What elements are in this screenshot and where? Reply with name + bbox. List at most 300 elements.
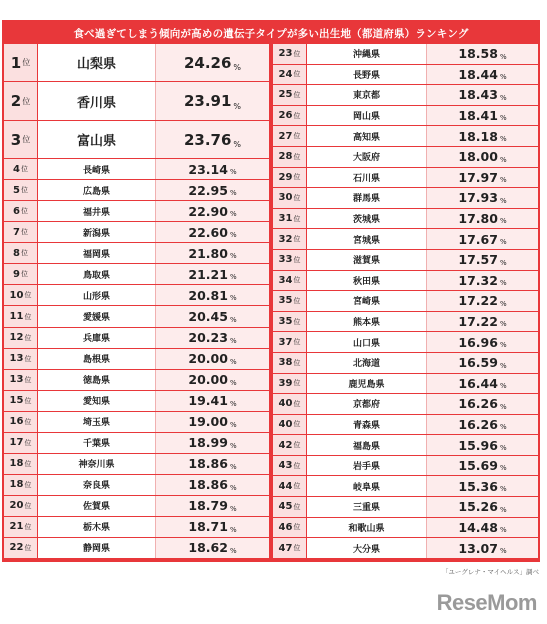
rank-cell bbox=[273, 44, 307, 64]
percent-unit: % bbox=[499, 258, 507, 267]
prefecture-name: 鳥取県 bbox=[38, 264, 156, 284]
percentage-number: 13.07 bbox=[458, 540, 498, 556]
percent-unit: % bbox=[499, 52, 507, 61]
rank-number: 13 bbox=[9, 353, 24, 365]
percent-unit: % bbox=[499, 320, 507, 329]
percentage-value bbox=[156, 433, 269, 453]
rank-cell bbox=[273, 476, 307, 496]
ranking-row bbox=[273, 44, 538, 64]
ranking-row bbox=[273, 147, 538, 167]
ranking-row bbox=[273, 85, 538, 105]
percentage-number: 17.22 bbox=[458, 293, 498, 309]
ranking-row bbox=[273, 229, 538, 249]
percent-unit: % bbox=[499, 279, 507, 288]
rank-suffix: 位 bbox=[293, 173, 301, 182]
rank-cell bbox=[273, 106, 307, 126]
prefecture-name: 長野県 bbox=[307, 65, 427, 85]
percent-unit: % bbox=[499, 546, 507, 555]
percentage-number: 20.45 bbox=[188, 309, 228, 324]
rank-number: 20 bbox=[9, 500, 24, 512]
percentage-number: 18.41 bbox=[458, 108, 498, 124]
rank-suffix: 位 bbox=[293, 544, 301, 553]
percentage-number: 23.91 bbox=[183, 92, 232, 111]
rank-cell bbox=[4, 349, 38, 369]
prefecture-name: 岩手県 bbox=[307, 456, 427, 476]
prefecture-name: 宮城県 bbox=[307, 229, 427, 249]
percentage-value bbox=[156, 243, 269, 263]
prefecture-name: 福岡県 bbox=[38, 243, 156, 263]
percentage-number: 21.21 bbox=[188, 266, 228, 282]
percent-unit: % bbox=[229, 525, 237, 534]
rank-number: 47 bbox=[278, 542, 293, 554]
ranking-row bbox=[273, 65, 538, 85]
prefecture-name: 愛知県 bbox=[38, 391, 156, 411]
rank-number: 42 bbox=[278, 439, 293, 451]
percentage-value bbox=[427, 291, 538, 311]
rank-number: 38 bbox=[278, 357, 293, 369]
rank-number: 39 bbox=[278, 377, 293, 389]
ranking-row bbox=[273, 250, 538, 270]
percent-unit: % bbox=[229, 546, 237, 555]
percentage-value bbox=[427, 518, 538, 538]
rank-suffix: 位 bbox=[24, 459, 32, 468]
percentage-number: 24.26 bbox=[183, 53, 232, 72]
rank-cell bbox=[4, 306, 38, 326]
percentage-number: 18.00 bbox=[458, 149, 498, 165]
rank-cell bbox=[4, 391, 38, 411]
rank-number: 16 bbox=[9, 416, 24, 428]
rank-cell bbox=[273, 353, 307, 373]
prefecture-name: 秋田県 bbox=[307, 271, 427, 291]
rank-cell bbox=[273, 250, 307, 270]
rank-cell bbox=[273, 435, 307, 455]
rank-number: 40 bbox=[278, 418, 293, 430]
rank-cell bbox=[273, 415, 307, 435]
prefecture-name: 石川県 bbox=[307, 168, 427, 188]
rank-number: 35 bbox=[278, 295, 293, 307]
ranking-row bbox=[4, 82, 269, 119]
rank-suffix: 位 bbox=[22, 58, 31, 68]
ranking-row bbox=[4, 201, 269, 221]
percentage-number: 15.36 bbox=[458, 478, 498, 494]
percentage-number: 22.95 bbox=[188, 182, 228, 198]
rank-cell bbox=[273, 332, 307, 352]
rank-cell bbox=[273, 147, 307, 167]
percent-unit: % bbox=[499, 526, 507, 535]
percentage-value bbox=[427, 250, 538, 270]
percentage-number: 17.93 bbox=[458, 190, 498, 206]
percentage-value bbox=[427, 374, 538, 394]
rank-suffix: 位 bbox=[293, 420, 301, 429]
rank-number: 35 bbox=[278, 316, 293, 328]
percentage-value bbox=[427, 476, 538, 496]
rank-cell bbox=[4, 538, 38, 558]
rank-number: 34 bbox=[278, 274, 293, 286]
rank-suffix: 位 bbox=[293, 235, 301, 244]
rank-cell bbox=[273, 394, 307, 414]
percentage-number: 17.57 bbox=[458, 252, 498, 268]
prefecture-name: 東京都 bbox=[307, 85, 427, 105]
rank-number: 43 bbox=[278, 460, 293, 472]
percent-unit: % bbox=[229, 504, 237, 513]
rank-number: 27 bbox=[278, 130, 293, 142]
percentage-number: 18.62 bbox=[188, 540, 228, 556]
rank-cell bbox=[273, 168, 307, 188]
ranking-row bbox=[4, 264, 269, 284]
rank-cell bbox=[273, 497, 307, 517]
percentage-value bbox=[156, 222, 269, 242]
percent-unit: % bbox=[233, 140, 242, 150]
rank-suffix: 位 bbox=[293, 317, 301, 326]
percentage-value bbox=[427, 65, 538, 85]
percentage-value bbox=[427, 188, 538, 208]
percent-unit: % bbox=[499, 443, 507, 452]
percentage-number: 20.00 bbox=[188, 372, 228, 388]
percent-unit: % bbox=[229, 378, 237, 387]
rank-cell bbox=[4, 496, 38, 516]
prefecture-name: 愛媛県 bbox=[38, 306, 156, 326]
rank-number: 12 bbox=[9, 332, 24, 344]
prefecture-name: 沖縄県 bbox=[307, 44, 427, 64]
percentage-value bbox=[156, 44, 269, 81]
rank-suffix: 位 bbox=[24, 522, 32, 531]
ranking-row bbox=[273, 394, 538, 414]
percentage-number: 17.80 bbox=[458, 211, 498, 227]
prefecture-name: 福島県 bbox=[307, 435, 427, 455]
ranking-row bbox=[4, 222, 269, 242]
percent-unit: % bbox=[499, 382, 507, 391]
rank-suffix: 位 bbox=[293, 132, 301, 141]
rank-cell bbox=[4, 243, 38, 263]
percent-unit: % bbox=[233, 63, 242, 73]
ranking-row bbox=[273, 271, 538, 291]
percentage-value bbox=[156, 496, 269, 516]
rank-number: 40 bbox=[278, 398, 293, 410]
percent-unit: % bbox=[499, 505, 507, 514]
percent-unit: % bbox=[499, 299, 507, 308]
percentage-number: 18.71 bbox=[188, 519, 228, 535]
percentage-value bbox=[427, 147, 538, 167]
prefecture-name: 岡山県 bbox=[307, 106, 427, 126]
rank-suffix: 位 bbox=[20, 249, 28, 258]
percentage-number: 17.32 bbox=[458, 272, 498, 288]
rank-cell bbox=[273, 291, 307, 311]
rank-suffix: 位 bbox=[20, 270, 28, 279]
percentage-value bbox=[156, 454, 269, 474]
prefecture-name: 奈良県 bbox=[38, 475, 156, 495]
percentage-value bbox=[156, 349, 269, 369]
percent-unit: % bbox=[499, 361, 507, 370]
prefecture-name: 青森県 bbox=[307, 415, 427, 435]
rank-suffix: 位 bbox=[20, 228, 28, 237]
percentage-value bbox=[427, 168, 538, 188]
rank-suffix: 位 bbox=[293, 523, 301, 532]
percent-unit: % bbox=[229, 462, 237, 471]
rank-suffix: 位 bbox=[24, 480, 32, 489]
rank-suffix: 位 bbox=[293, 255, 301, 264]
percent-unit: % bbox=[229, 420, 237, 429]
prefecture-name: 徳島県 bbox=[38, 370, 156, 390]
rank-cell bbox=[4, 82, 38, 119]
prefecture-name: 滋賀県 bbox=[307, 250, 427, 270]
percent-unit: % bbox=[229, 294, 237, 303]
ranking-row bbox=[4, 180, 269, 200]
rank-cell bbox=[273, 456, 307, 476]
rank-number: 32 bbox=[278, 233, 293, 245]
percentage-number: 20.81 bbox=[188, 287, 228, 303]
percent-unit: % bbox=[229, 189, 237, 198]
rank-number: 1 bbox=[10, 53, 22, 72]
rank-cell bbox=[273, 85, 307, 105]
rank-number: 13 bbox=[9, 374, 24, 386]
percent-unit: % bbox=[499, 423, 507, 432]
percent-unit: % bbox=[229, 357, 237, 366]
percentage-number: 20.23 bbox=[188, 330, 228, 346]
percent-unit: % bbox=[229, 231, 237, 240]
percentage-value bbox=[156, 82, 269, 119]
percentage-value bbox=[427, 271, 538, 291]
prefecture-name: 広島県 bbox=[38, 180, 156, 200]
percent-unit: % bbox=[229, 273, 237, 282]
percentage-value bbox=[156, 201, 269, 221]
percentage-number: 17.67 bbox=[458, 231, 498, 247]
ranking-row bbox=[273, 435, 538, 455]
rank-number: 28 bbox=[278, 151, 293, 163]
percent-unit: % bbox=[499, 464, 507, 473]
percent-unit: % bbox=[499, 73, 507, 82]
percent-unit: % bbox=[499, 93, 507, 102]
prefecture-name: 大分県 bbox=[307, 538, 427, 558]
rank-number: 18 bbox=[9, 458, 24, 470]
rank-number: 30 bbox=[278, 192, 293, 204]
rank-number: 6 bbox=[13, 205, 20, 217]
percentage-number: 18.79 bbox=[188, 498, 228, 514]
percentage-number: 23.76 bbox=[183, 130, 232, 149]
rank-cell bbox=[273, 538, 307, 558]
ranking-row bbox=[273, 497, 538, 517]
percentage-value bbox=[427, 106, 538, 126]
ranking-row bbox=[4, 433, 269, 453]
percentage-number: 18.43 bbox=[458, 87, 498, 103]
ranking-row bbox=[273, 291, 538, 311]
percentage-number: 22.60 bbox=[188, 224, 228, 240]
rank-cell bbox=[4, 159, 38, 179]
prefecture-name: 佐賀県 bbox=[38, 496, 156, 516]
prefecture-name: 新潟県 bbox=[38, 222, 156, 242]
rank-cell bbox=[4, 44, 38, 81]
prefecture-name: 三重県 bbox=[307, 497, 427, 517]
percentage-number: 15.26 bbox=[458, 499, 498, 515]
ranking-column-right bbox=[273, 44, 538, 558]
rank-suffix: 位 bbox=[293, 441, 301, 450]
percent-unit: % bbox=[499, 134, 507, 143]
ranking-table bbox=[2, 20, 540, 562]
prefecture-name: 香川県 bbox=[38, 82, 156, 119]
rank-number: 4 bbox=[13, 163, 20, 175]
prefecture-name: 和歌山県 bbox=[307, 518, 427, 538]
ranking-row bbox=[273, 415, 538, 435]
rank-cell bbox=[273, 188, 307, 208]
prefecture-name: 京都府 bbox=[307, 394, 427, 414]
percentage-number: 16.96 bbox=[458, 334, 498, 350]
ranking-row bbox=[273, 126, 538, 146]
rank-number: 21 bbox=[9, 521, 24, 533]
rank-suffix: 位 bbox=[293, 111, 301, 120]
ranking-row bbox=[4, 243, 269, 263]
rank-cell bbox=[4, 180, 38, 200]
rank-number: 31 bbox=[278, 213, 293, 225]
rank-suffix: 位 bbox=[24, 354, 32, 363]
prefecture-name: 静岡県 bbox=[38, 538, 156, 558]
percentage-number: 19.00 bbox=[188, 414, 228, 430]
rank-number: 25 bbox=[278, 89, 293, 101]
rank-suffix: 位 bbox=[20, 165, 28, 174]
percentage-value bbox=[156, 264, 269, 284]
rank-number: 3 bbox=[10, 130, 22, 149]
rank-cell bbox=[4, 433, 38, 453]
prefecture-name: 岐阜県 bbox=[307, 476, 427, 496]
percentage-number: 20.00 bbox=[188, 351, 228, 367]
rank-cell bbox=[4, 370, 38, 390]
percentage-number: 16.26 bbox=[458, 396, 498, 412]
percentage-value bbox=[427, 44, 538, 64]
prefecture-name: 兵庫県 bbox=[38, 328, 156, 348]
ranking-row bbox=[273, 538, 538, 558]
percent-unit: % bbox=[499, 485, 507, 494]
rank-suffix: 位 bbox=[24, 375, 32, 384]
percentage-number: 16.44 bbox=[458, 375, 498, 391]
percentage-value bbox=[427, 497, 538, 517]
percentage-value bbox=[427, 332, 538, 352]
percentage-value bbox=[156, 475, 269, 495]
rank-suffix: 位 bbox=[22, 135, 31, 145]
percent-unit: % bbox=[499, 114, 507, 123]
percentage-value bbox=[156, 538, 269, 558]
source-note: 「ユーグレナ・マイヘルス」調べ bbox=[441, 568, 539, 576]
rank-suffix: 位 bbox=[293, 70, 301, 79]
rank-suffix: 位 bbox=[293, 338, 301, 347]
rank-suffix: 位 bbox=[24, 333, 32, 342]
ranking-row bbox=[273, 188, 538, 208]
prefecture-name: 長崎県 bbox=[38, 159, 156, 179]
percent-unit: % bbox=[499, 155, 507, 164]
rank-suffix: 位 bbox=[293, 214, 301, 223]
percent-unit: % bbox=[499, 196, 507, 205]
percentage-number: 16.26 bbox=[458, 416, 498, 432]
rank-suffix: 位 bbox=[20, 207, 28, 216]
prefecture-name: 北海道 bbox=[307, 353, 427, 373]
rank-suffix: 位 bbox=[293, 482, 301, 491]
prefecture-name: 埼玉県 bbox=[38, 412, 156, 432]
ranking-row bbox=[4, 475, 269, 495]
percentage-number: 16.59 bbox=[458, 355, 498, 371]
rank-suffix: 位 bbox=[24, 312, 32, 321]
ranking-row bbox=[273, 353, 538, 373]
percentage-value bbox=[427, 126, 538, 146]
rank-number: 29 bbox=[278, 171, 293, 183]
percent-unit: % bbox=[229, 336, 237, 345]
rank-suffix: 位 bbox=[293, 90, 301, 99]
rank-suffix: 位 bbox=[293, 49, 301, 58]
rank-suffix: 位 bbox=[24, 417, 32, 426]
prefecture-name: 福井県 bbox=[38, 201, 156, 221]
percentage-value bbox=[427, 538, 538, 558]
rank-cell bbox=[4, 475, 38, 495]
rank-suffix: 位 bbox=[293, 502, 301, 511]
rank-number: 44 bbox=[278, 480, 293, 492]
percentage-value bbox=[427, 456, 538, 476]
ranking-row bbox=[4, 306, 269, 326]
table-title: 食べ過ぎてしまう傾向が高めの遺伝子タイプが多い出生地（都道府県）ランキング bbox=[4, 22, 538, 44]
percentage-number: 18.86 bbox=[188, 456, 228, 472]
rank-number: 11 bbox=[9, 311, 24, 322]
percentage-value bbox=[156, 370, 269, 390]
rank-cell bbox=[273, 374, 307, 394]
rank-number: 33 bbox=[278, 254, 293, 266]
percent-unit: % bbox=[499, 402, 507, 411]
ranking-row bbox=[273, 168, 538, 188]
rank-cell bbox=[4, 454, 38, 474]
rank-number: 7 bbox=[13, 226, 20, 238]
rank-cell bbox=[4, 264, 38, 284]
percentage-value bbox=[427, 415, 538, 435]
percentage-number: 17.97 bbox=[458, 169, 498, 185]
percent-unit: % bbox=[499, 237, 507, 246]
ranking-row bbox=[273, 374, 538, 394]
prefecture-name: 群馬県 bbox=[307, 188, 427, 208]
resemom-logo: ReseMom bbox=[436, 590, 537, 615]
rank-number: 45 bbox=[278, 501, 293, 513]
rank-suffix: 位 bbox=[293, 152, 301, 161]
percentage-number: 14.48 bbox=[458, 519, 498, 535]
ranking-row bbox=[4, 121, 269, 158]
rank-number: 23 bbox=[278, 48, 293, 60]
prefecture-name: 神奈川県 bbox=[38, 454, 156, 474]
rank-suffix: 位 bbox=[20, 186, 28, 195]
percent-unit: % bbox=[499, 176, 507, 185]
rank-suffix: 位 bbox=[24, 438, 32, 447]
prefecture-name: 宮崎県 bbox=[307, 291, 427, 311]
percentage-value bbox=[156, 306, 269, 326]
rank-cell bbox=[4, 222, 38, 242]
prefecture-name: 栃木県 bbox=[38, 517, 156, 537]
prefecture-name: 富山県 bbox=[38, 121, 156, 158]
percentage-value bbox=[156, 517, 269, 537]
percentage-value bbox=[156, 328, 269, 348]
ranking-row bbox=[4, 285, 269, 305]
rank-cell bbox=[273, 271, 307, 291]
percent-unit: % bbox=[499, 340, 507, 349]
rank-cell bbox=[273, 312, 307, 332]
rank-cell bbox=[4, 328, 38, 348]
ranking-row bbox=[273, 312, 538, 332]
rank-number: 15 bbox=[9, 395, 24, 407]
ranking-row bbox=[4, 412, 269, 432]
rank-suffix: 位 bbox=[293, 358, 301, 367]
percent-unit: % bbox=[229, 441, 237, 450]
percent-unit: % bbox=[229, 210, 237, 219]
rank-cell bbox=[4, 412, 38, 432]
percentage-number: 15.69 bbox=[458, 458, 498, 474]
rank-suffix: 位 bbox=[293, 379, 301, 388]
rank-suffix: 位 bbox=[293, 276, 301, 285]
rank-number: 24 bbox=[278, 68, 293, 80]
rank-suffix: 位 bbox=[293, 461, 301, 470]
rank-cell bbox=[4, 517, 38, 537]
percentage-number: 18.44 bbox=[458, 66, 498, 82]
rank-suffix: 位 bbox=[24, 396, 32, 405]
percentage-number: 22.90 bbox=[188, 203, 228, 219]
